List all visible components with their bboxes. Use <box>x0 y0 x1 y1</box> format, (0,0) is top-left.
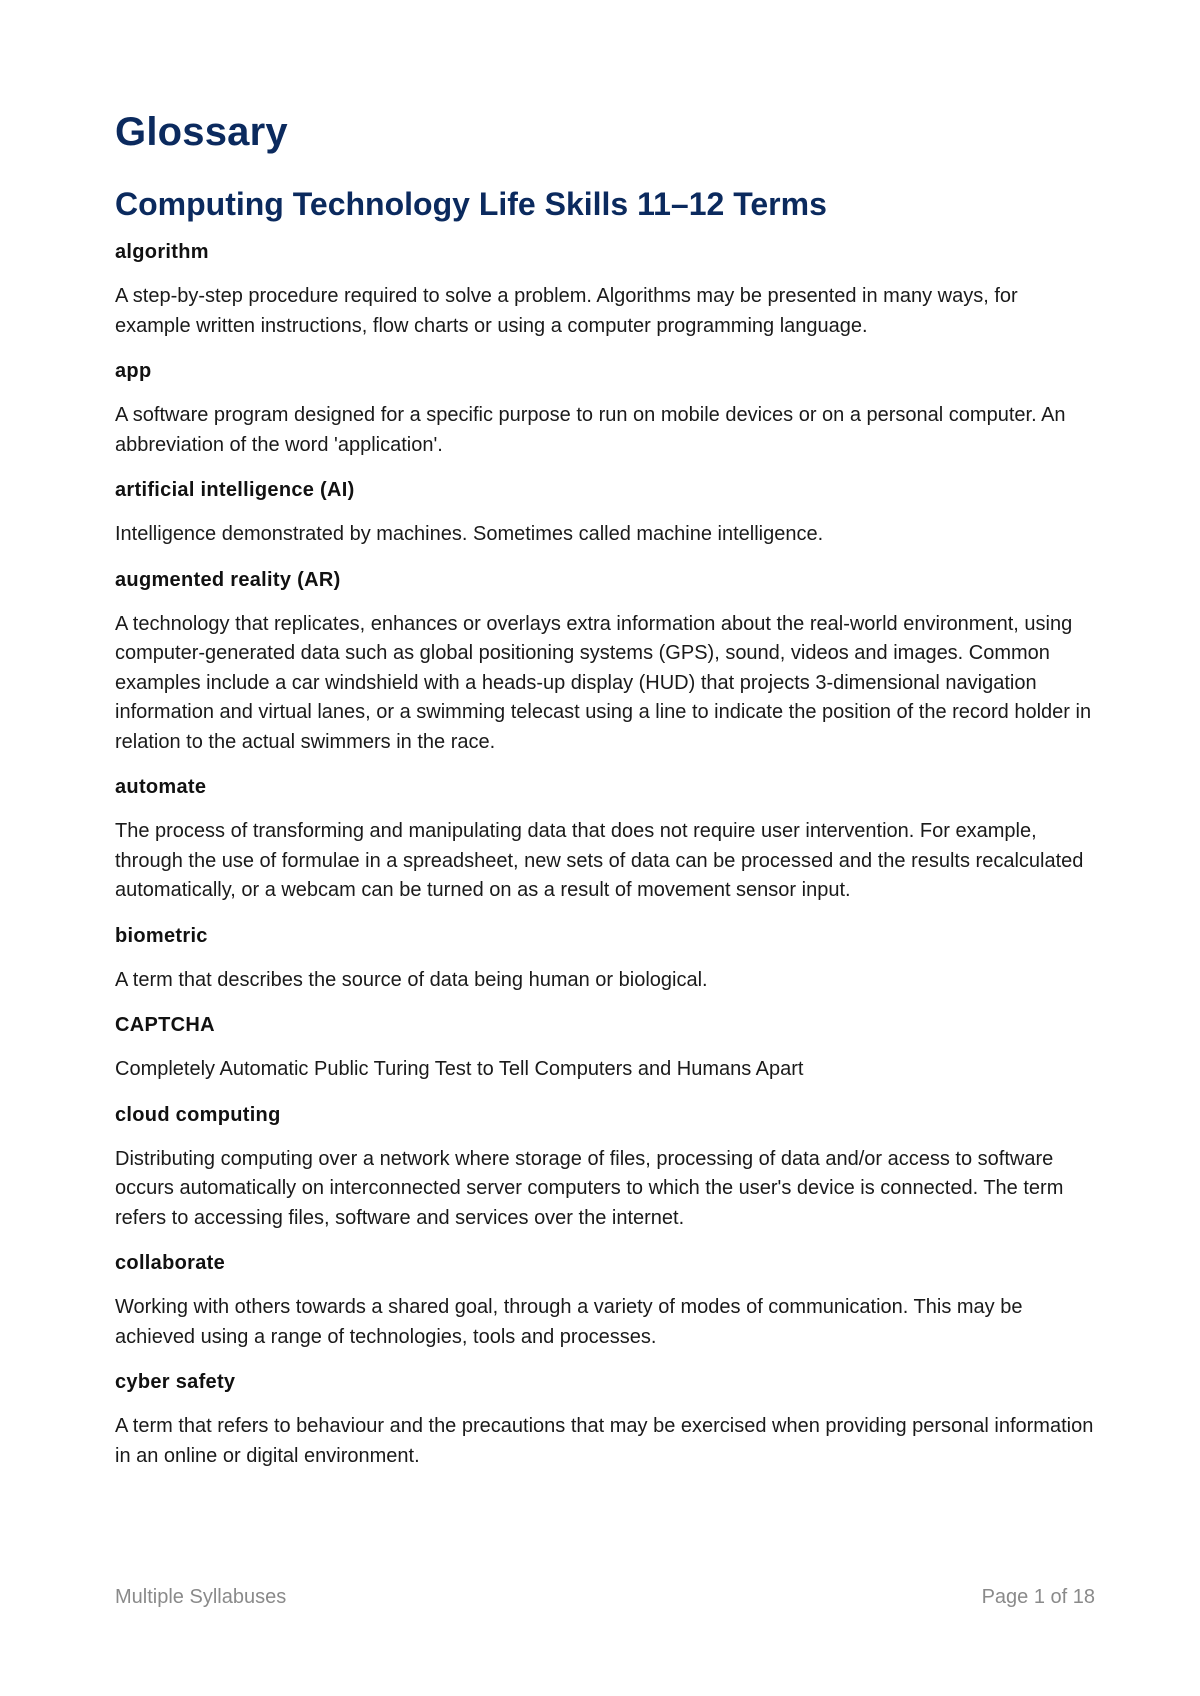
glossary-term: automate <box>115 776 207 798</box>
glossary-definition: Working with others towards a shared goal, through a variety of modes of communication. This may be achieved using a range of technologies, tools and processes. <box>115 1296 1023 1348</box>
glossary-term: cyber safety <box>115 1371 236 1393</box>
glossary-definition: A step-by-step procedure required to solve a problem. Algorithms may be presented in many ways, for example written instructions, flow charts or using a computer programming language. <box>115 285 1018 337</box>
glossary-term: app <box>115 360 152 382</box>
glossary-term: CAPTCHA <box>115 1014 215 1036</box>
glossary-entry-artificial-intelligence <box>115 478 1095 550</box>
footer-syllabus-label: Multiple Syllabuses <box>115 1586 287 1608</box>
glossary-entry-app <box>115 359 1095 460</box>
section-heading: Computing Technology Life Skills 11–12 Terms <box>115 186 827 222</box>
glossary-term: collaborate <box>115 1252 225 1274</box>
glossary-term: artificial intelligence (AI) <box>115 479 355 501</box>
glossary-entry-cloud-computing <box>115 1103 1095 1234</box>
glossary-definition: Completely Automatic Public Turing Test to Tell Computers and Humans Apart <box>115 1058 804 1080</box>
glossary-list <box>115 240 1095 1489</box>
glossary-entry-collaborate <box>115 1251 1095 1352</box>
glossary-definition: A technology that replicates, enhances or overlays extra information about the real-world environment, using computer-generated data such as global positioning systems (GPS), sound, videos and images. Common examples include a car windshield with a heads-up display (HUD) that projects 3-dimensional navigation information and virtual lanes, or a swimming telecast using a line to indicate the position of the record holder in relation to the actual swimmers in the race. <box>115 612 1092 753</box>
glossary-definition: Distributing computing over a network where storage of files, processing of data and/or access to software occurs automatically on interconnected server computers to which the user's device is connected. The term refers to accessing files, software and services over the internet. <box>115 1147 1064 1229</box>
glossary-definition: The process of transforming and manipulating data that does not require user intervention. For example, through the use of formulae in a spreadsheet, new sets of data can be processed and the results recalculated automatically, or a webcam can be turned on as a result of movement sensor input. <box>115 820 1084 901</box>
glossary-entry-captcha <box>115 1013 1095 1085</box>
document-page <box>115 0 1095 1696</box>
glossary-definition: A software program designed for a specific purpose to run on mobile devices or on a personal computer. An abbreviation of the word 'application'. <box>115 404 1066 456</box>
footer-page-number: Page 1 of 18 <box>981 1586 1095 1608</box>
page-title: Glossary <box>115 110 288 154</box>
glossary-entry-augmented-reality <box>115 568 1095 758</box>
glossary-term: algorithm <box>115 241 209 263</box>
glossary-entry-algorithm <box>115 240 1095 341</box>
glossary-entry-biometric <box>115 924 1095 996</box>
glossary-entry-automate <box>115 775 1095 906</box>
glossary-term: biometric <box>115 924 208 947</box>
glossary-entry-cyber-safety <box>115 1370 1095 1471</box>
glossary-term: cloud computing <box>115 1103 281 1126</box>
glossary-term: augmented reality (AR) <box>115 568 341 591</box>
glossary-definition: A term that describes the source of data being human or biological. <box>115 968 708 991</box>
glossary-definition: A term that refers to behaviour and the precautions that may be exercised when providing personal information in an online or digital environment. <box>115 1415 1094 1467</box>
glossary-definition: Intelligence demonstrated by machines. Sometimes called machine intelligence. <box>115 523 824 545</box>
